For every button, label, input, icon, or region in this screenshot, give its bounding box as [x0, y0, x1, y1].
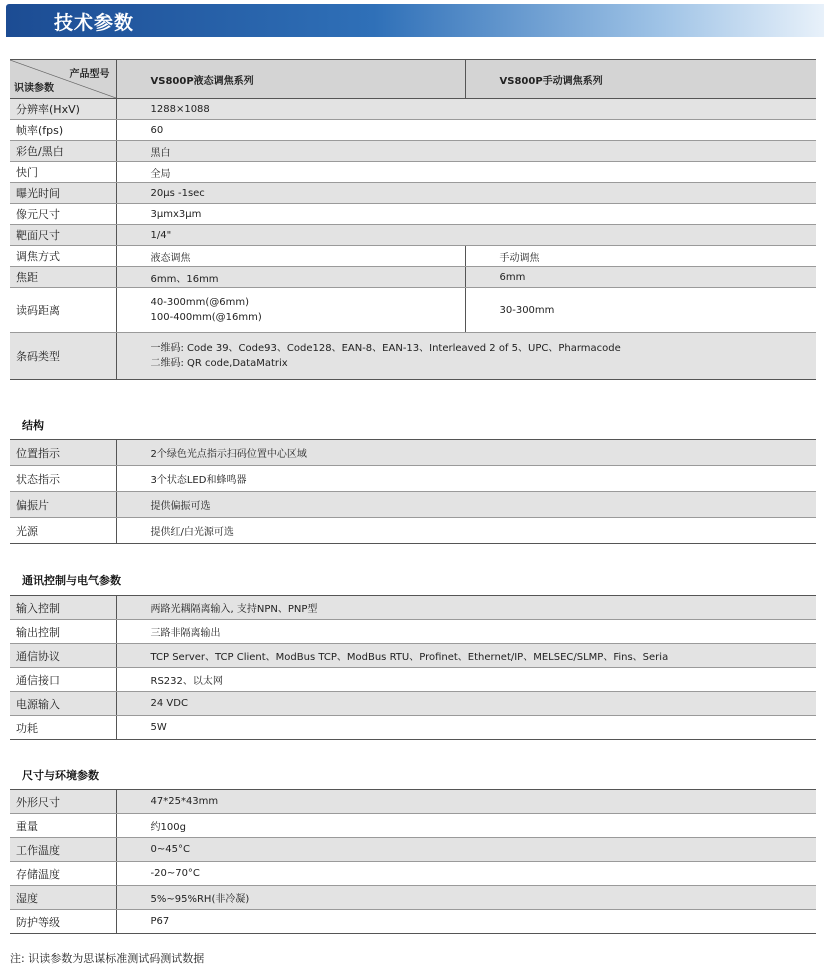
table-row: 读码距离 40-300mm(@6mm) 100-400mm(@16mm) 30-300mm: [10, 288, 816, 333]
table-row: 帧率(fps) 60: [10, 120, 816, 141]
footnote: 注: 识读参数为思谋标准测试码测试数据: [10, 952, 205, 965]
table-row: 重量 约100g: [10, 814, 816, 838]
table-row: 像元尺寸 3μmx3μm: [10, 204, 816, 225]
table-row: 电源输入 24 VDC: [10, 692, 816, 716]
table-row: 输出控制 三路非隔离输出: [10, 620, 816, 644]
table-row: 调焦方式 液态调焦 手动调焦: [10, 246, 816, 267]
table-row: 曝光时间 20μs -1sec: [10, 183, 816, 204]
table-row: 条码类型 一维码: Code 39、Code93、Code128、EAN-8、EAN-13、Interleaved 2 of 5、UPC、Pharmacode 二维码: QR code,DataMatrix: [10, 333, 816, 380]
page-title: 技术参数: [54, 12, 135, 34]
table-row: 通信协议 TCP Server、TCP Client、ModBus TCP、ModBus RTU、Profinet、Ethernet/IP、MELSEC/SLMP、Fins、Seria: [10, 644, 816, 668]
table-row: 分辨率(HxV) 1288×1088: [10, 99, 816, 120]
table-row: 工作温度 0~45°C: [10, 838, 816, 862]
table-row: 输入控制 两路光耦隔离输入, 支持NPN、PNP型: [10, 596, 816, 620]
title-banner: [6, 4, 824, 37]
table-row: 偏振片 提供偏振可选: [10, 492, 816, 518]
comm-table: [10, 595, 816, 740]
table-row: 湿度 5%~95%RH(非冷凝): [10, 886, 816, 910]
table-header-row: [10, 60, 816, 99]
structure-table: [10, 439, 816, 544]
table-row: 焦距 6mm、16mm 6mm: [10, 267, 816, 288]
table-row: 彩色/黑白 黑白: [10, 141, 816, 162]
table-row: 快门 全局: [10, 162, 816, 183]
section-title-structure: 结构: [22, 419, 44, 432]
header-corner-params: 识读参数: [14, 83, 54, 94]
section-title-comm: 通讯控制与电气参数: [22, 574, 121, 587]
header-col-manual: VS800P手动调焦系列: [465, 60, 816, 99]
table-row: 功耗 5W: [10, 716, 816, 740]
table-row: 通信接口 RS232、以太网: [10, 668, 816, 692]
header-corner-product: 产品型号: [69, 69, 110, 80]
section-title-env: 尺寸与环境参数: [22, 769, 99, 782]
table-row: 状态指示 3个状态LED和蜂鸣器: [10, 466, 816, 492]
table-row: 防护等级 P67: [10, 910, 816, 934]
table-row: 存储温度 -20~70°C: [10, 862, 816, 886]
env-table: [10, 789, 816, 934]
table-row: 光源 提供红/白光源可选: [10, 518, 816, 544]
header-col-liquid: VS800P液态调焦系列: [116, 60, 465, 99]
table-row: 外形尺寸 47*25*43mm: [10, 790, 816, 814]
table-row: 靶面尺寸 1/4": [10, 225, 816, 246]
table-row: 位置指示 2个绿色光点指示扫码位置中心区域: [10, 440, 816, 466]
spec-table: [10, 59, 816, 380]
header-corner: [10, 60, 116, 98]
